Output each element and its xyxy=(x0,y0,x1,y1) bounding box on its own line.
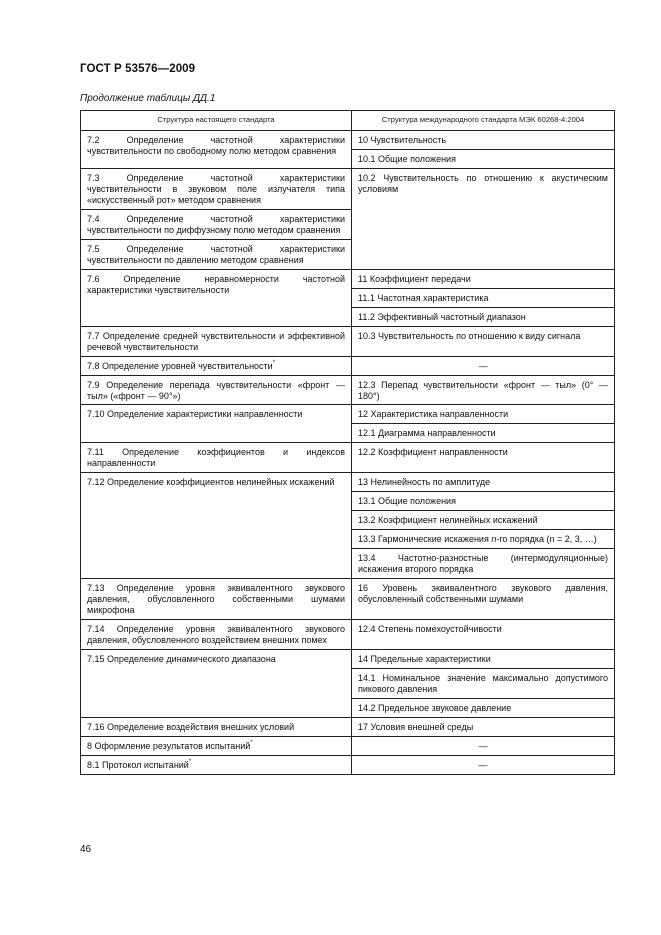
table-row xyxy=(81,356,615,375)
table-cell: 7.14 Определение уровня эквивалентного звукового давления, обусловленного воздействием внешних помех xyxy=(81,620,352,650)
table-row xyxy=(81,405,615,424)
table-cell: 11.2 Эффективный частотный диапазон xyxy=(352,307,615,326)
correspondence-table xyxy=(80,110,615,775)
table-cell: 12 Характеристика направленности xyxy=(352,405,615,424)
table-cell: 10 Чувствительность xyxy=(352,131,615,150)
table-row xyxy=(81,717,615,736)
footnote-mark: * xyxy=(250,739,253,746)
table-row xyxy=(81,269,615,288)
table-cell: 12.2 Коэффициент направленности xyxy=(352,443,615,473)
table-row xyxy=(81,473,615,492)
column-header-national: Структура настоящего стандарта xyxy=(81,111,352,131)
table-cell: 7.12 Определение коэффициентов нелинейных искажений xyxy=(81,473,352,579)
table-cell: 7.9 Определение перепада чувствительности «фронт — тыл» («фронт — 90°») xyxy=(81,375,352,405)
table-cell: 13.4 Частотно-разностные (интермодуляционные) искажения второго порядка xyxy=(352,549,615,579)
table-cell: 7.13 Определение уровня эквивалентного звукового давления, обусловленного собственными шумами микрофона xyxy=(81,579,352,620)
table-cell: 7.4 Определение частотной характеристики чувствительности по диффузному полю методом сравнения xyxy=(81,209,352,239)
table-cell: 12.1 Диаграмма направленности xyxy=(352,424,615,443)
table-row xyxy=(81,579,615,620)
table-cell: 16 Уровень эквивалентного звукового давления, обусловленный собственными шумами xyxy=(352,579,615,620)
table-cell: 7.11 Определение коэффициентов и индексов направленности xyxy=(81,443,352,473)
table-cell: 13.2 Коэффициент нелинейных искажений xyxy=(352,511,615,530)
footnote-mark: * xyxy=(272,359,276,366)
table-cell: 7.15 Определение динамического диапазона xyxy=(81,650,352,718)
document-id: ГОСТ Р 53576—2009 xyxy=(80,63,196,75)
table-cell: 13 Нелинейность по амплитуде xyxy=(352,473,615,492)
table-cell: 7.5 Определение частотной характеристики чувствительности по давлению методом сравнения xyxy=(81,239,352,269)
page-number: 46 xyxy=(80,844,92,855)
table-row xyxy=(81,326,615,356)
table-cell: 14.2 Предельное звуковое давление xyxy=(352,698,615,717)
table-row xyxy=(81,755,615,774)
table-cell: 7.2 Определение частотной характеристики чувствительности по свободному полю методом сравнения xyxy=(81,131,352,169)
table-row xyxy=(81,375,615,405)
table-cell: 11 Коэффициент передачи xyxy=(352,269,615,288)
table-cell: 14 Предельные характеристики xyxy=(352,650,615,669)
table-cell: 13.1 Общие положения xyxy=(352,492,615,511)
table-cell xyxy=(81,736,352,755)
table-cell: — xyxy=(352,736,615,755)
table-row xyxy=(81,168,615,209)
table-cell: 7.6 Определение неравномерности частотной характеристики чувствительности xyxy=(81,269,352,326)
table-row xyxy=(81,650,615,669)
table-cell: 7.7 Определение средней чувствительности и эффективной речевой чувствительности xyxy=(81,326,352,356)
table-row xyxy=(81,620,615,650)
footnote-mark: * xyxy=(188,758,192,765)
table-cell xyxy=(81,755,352,774)
table-cell: 17 Условия внешней среды xyxy=(352,717,615,736)
table-cell xyxy=(352,530,615,549)
cell-text-pre: 13.3 Гармонические искажения xyxy=(358,534,492,545)
table-cell: 12.4 Степень помехоустойчивости xyxy=(352,620,615,650)
table-cell: — xyxy=(352,755,615,774)
cell-text: 8.1 Протокол испытаний xyxy=(87,759,189,770)
cell-text-post: -го порядка (n = 2, 3, …) xyxy=(496,534,597,545)
table-caption: Продолжение таблицы ДД.1 xyxy=(80,93,216,104)
cell-text: 7.8 Определение уровней чувствительности xyxy=(87,360,273,371)
table-row xyxy=(81,131,615,150)
table-cell: 10.2 Чувствительность по отношению к акустическим условиям xyxy=(352,168,615,269)
table-cell: — xyxy=(352,356,615,375)
table-cell: 7.3 Определение частотной характеристики чувствительности в звуковом поле излучателя типа «искусственный рот» методом сравнения xyxy=(81,168,352,209)
table-cell: 7.16 Определение воздействия внешних условий xyxy=(81,717,352,736)
table-row xyxy=(81,443,615,473)
table-cell xyxy=(81,356,352,375)
table-row xyxy=(81,736,615,755)
table-cell: 10.3 Чувствительность по отношению к виду сигнала xyxy=(352,326,615,356)
table-cell: 11.1 Частотная характеристика xyxy=(352,288,615,307)
column-header-international: Структура международного стандарта МЭК 60268-4:2004 xyxy=(352,111,615,131)
table-cell: 14.1 Номинальное значение максимально допустимого пикового давления xyxy=(352,668,615,698)
table-cell: 10.1 Общие положения xyxy=(352,149,615,168)
cell-text-italic: n xyxy=(491,534,497,545)
cell-text: 8 Оформление результатов испытаний xyxy=(87,740,251,751)
table-cell: 7.10 Определение характеристики направленности xyxy=(81,405,352,443)
table-cell: 12.3 Перепад чувствительности «фронт — тыл» (0° — 180°) xyxy=(352,375,615,405)
